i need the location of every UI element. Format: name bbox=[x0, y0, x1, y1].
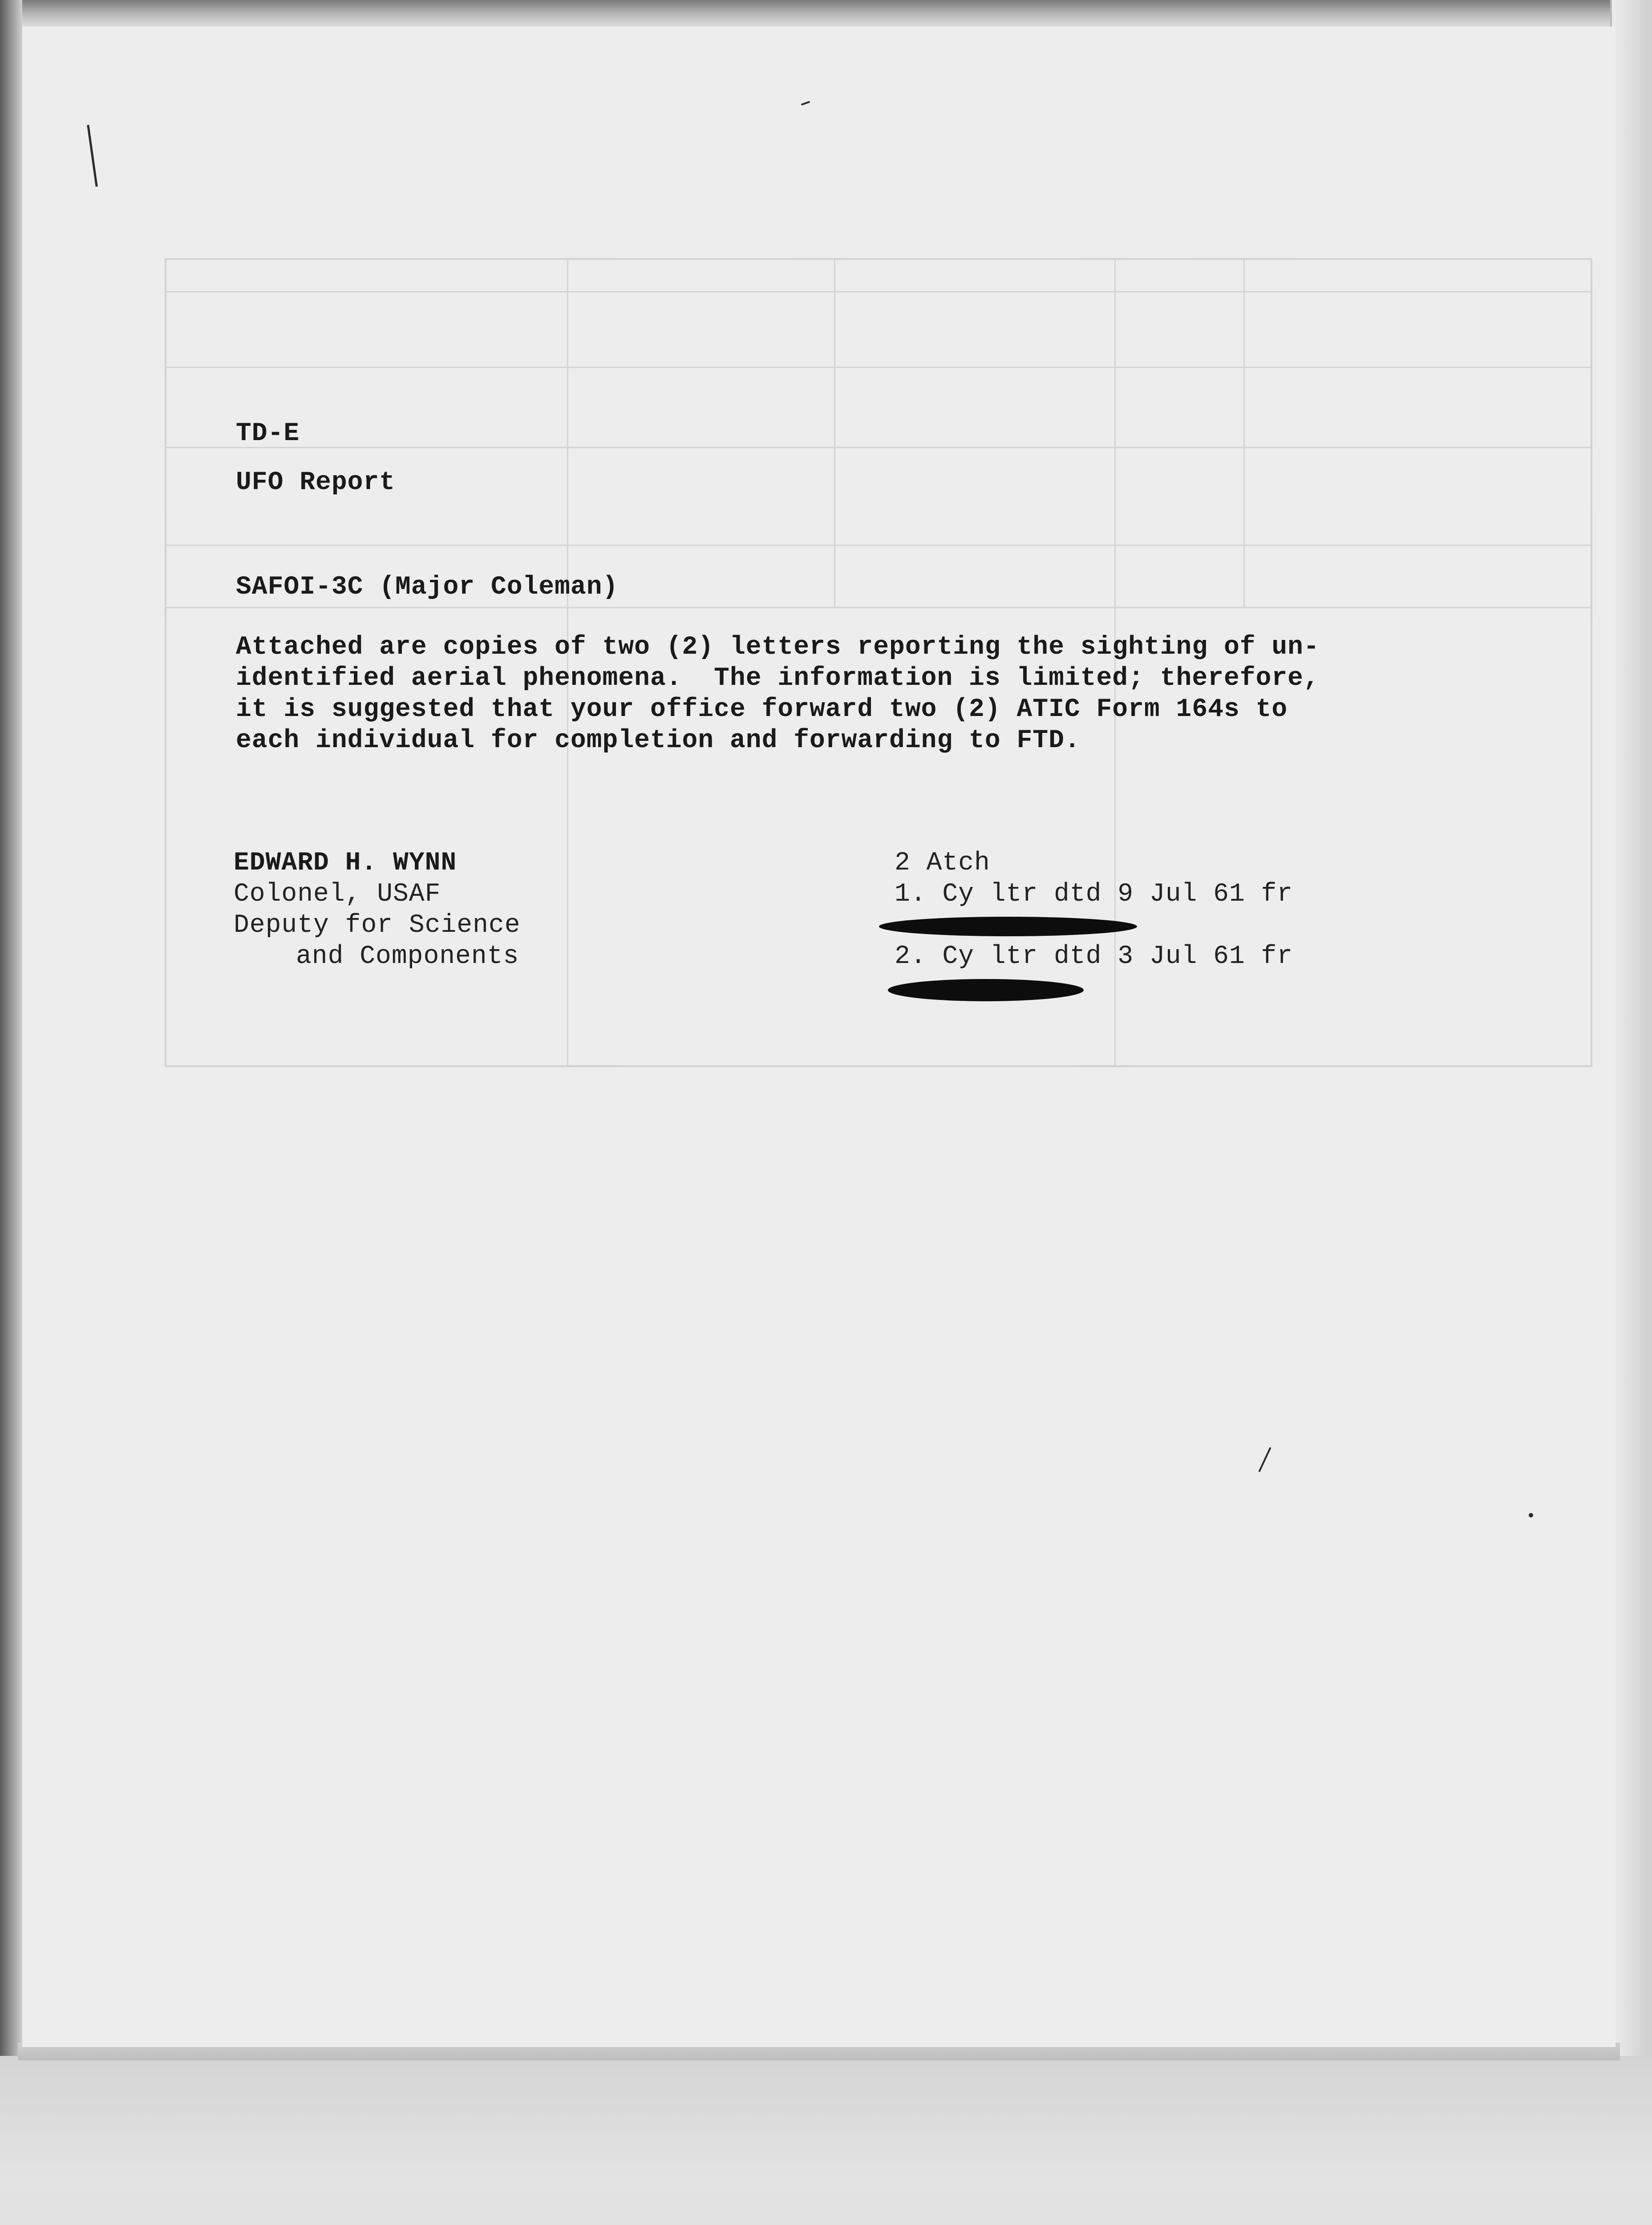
signer-name: EDWARD H. WYNN bbox=[234, 849, 457, 878]
scan-top-edge bbox=[0, 0, 1652, 27]
signer-rank: Colonel, USAF bbox=[234, 880, 441, 909]
scan-left-edge bbox=[0, 0, 22, 2056]
body-line: identified aerial phenomena. The information is limited; therefore, bbox=[236, 664, 1320, 693]
scan-right-edge bbox=[1610, 0, 1652, 2056]
addressee-line: SAFOI-3C (Major Coleman) bbox=[236, 573, 619, 602]
subject-line: UFO Report bbox=[236, 468, 396, 497]
body-line: Attached are copies of two (2) letters reporting the sighting of un- bbox=[236, 633, 1320, 662]
attachment-item: 1. Cy ltr dtd 9 Jul 61 fr bbox=[895, 880, 1293, 909]
body-line: it is suggested that your office forward two (2) ATIC Form 164s to bbox=[236, 695, 1288, 724]
body-line: each individual for completion and forwarding to FTD. bbox=[236, 726, 1081, 755]
scan-artifact bbox=[1529, 1513, 1533, 1517]
redaction-mark bbox=[879, 917, 1137, 936]
office-symbol: TD-E bbox=[236, 419, 300, 448]
attachments-header: 2 Atch bbox=[895, 849, 990, 878]
scan-lower-band bbox=[0, 2056, 1652, 2225]
signer-title-continued: and Components bbox=[296, 942, 519, 971]
attachment-item: 2. Cy ltr dtd 3 Jul 61 fr bbox=[895, 942, 1293, 971]
redaction-mark bbox=[888, 979, 1084, 1001]
signer-title: Deputy for Science bbox=[234, 911, 521, 940]
